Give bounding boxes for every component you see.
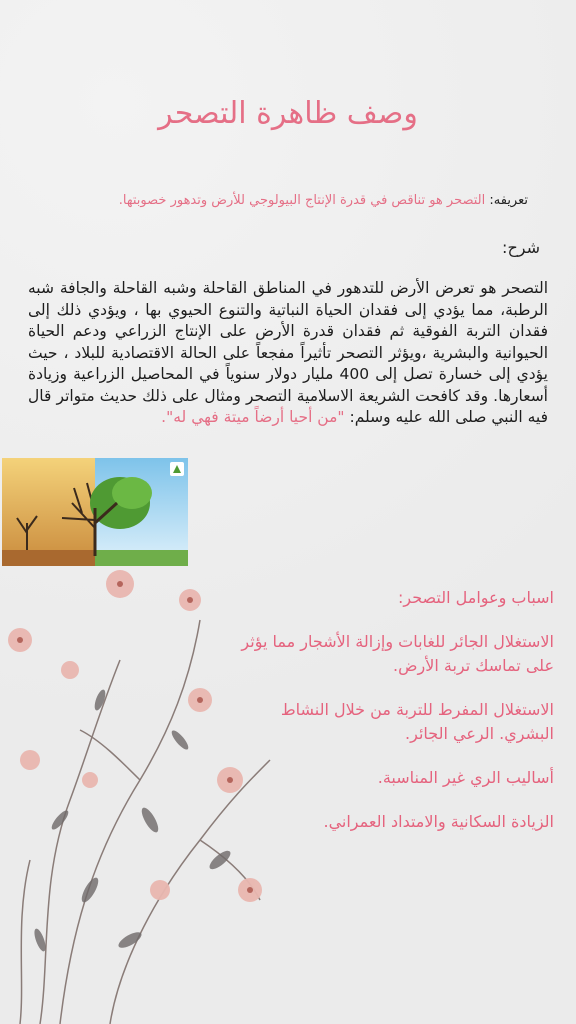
cause-item: الزيادة السكانية والامتداد العمراني. xyxy=(323,812,554,831)
page-title: وصف ظاهرة التصحر xyxy=(158,96,418,131)
cause-item: الاستغلال المفرط للتربة من خلال النشاط البشري. الرعي الجائر. xyxy=(280,700,554,743)
causes-section xyxy=(234,586,554,854)
causes-heading: اسباب وعوامل التصحر: xyxy=(397,588,554,607)
definition-label: تعريفه: xyxy=(489,193,528,208)
cause-item: أساليب الري غير المناسبة. xyxy=(377,768,554,787)
explanation-body xyxy=(28,278,548,429)
cause-item: الاستغلال الجائر للغابات وإزالة الأشجار مما يؤثر على تماسك تربة الأرض. xyxy=(241,632,554,675)
tree-illustration xyxy=(2,458,188,566)
explanation-text: التصحر هو تعرض الأرض للتدهور في المناطق القاحلة وشبه القاحلة والجافة شبه الرطبة، مما يؤدي إلى فقدان الحياة النباتية والتنوع الحيوي بها ، ويؤدي ذلك إلى فقدان التربة الفوقية ثم فقدان قدرة الأرض على الإنتاج الزراعي ودعم الحياة الحيوانية والبشرية ،ويؤثر التصحر تأثيراً مفجعاً على الحالة الاقتصادية للبلاد ، حيث يؤدي إلى خسارة تصل إلى 400 مليار دولار سنوياً في المحاصيل الزراعية وزيادة أسعارها. وقد كافحت الشريعة الاسلامية التصحر ومثال على ذلك حديث متواتر قال فيه النبي صلى الله عليه وسلم: xyxy=(28,279,548,426)
definition-text: التصحر هو تناقص في قدرة الإنتاج البيولوجي للأرض وتدهور خصوبتها. xyxy=(118,193,490,208)
explanation-label: شرح: xyxy=(502,238,540,257)
hadith-quote: "من أحيا أرضاً ميتة فهي له". xyxy=(161,408,350,426)
definition xyxy=(48,192,528,210)
